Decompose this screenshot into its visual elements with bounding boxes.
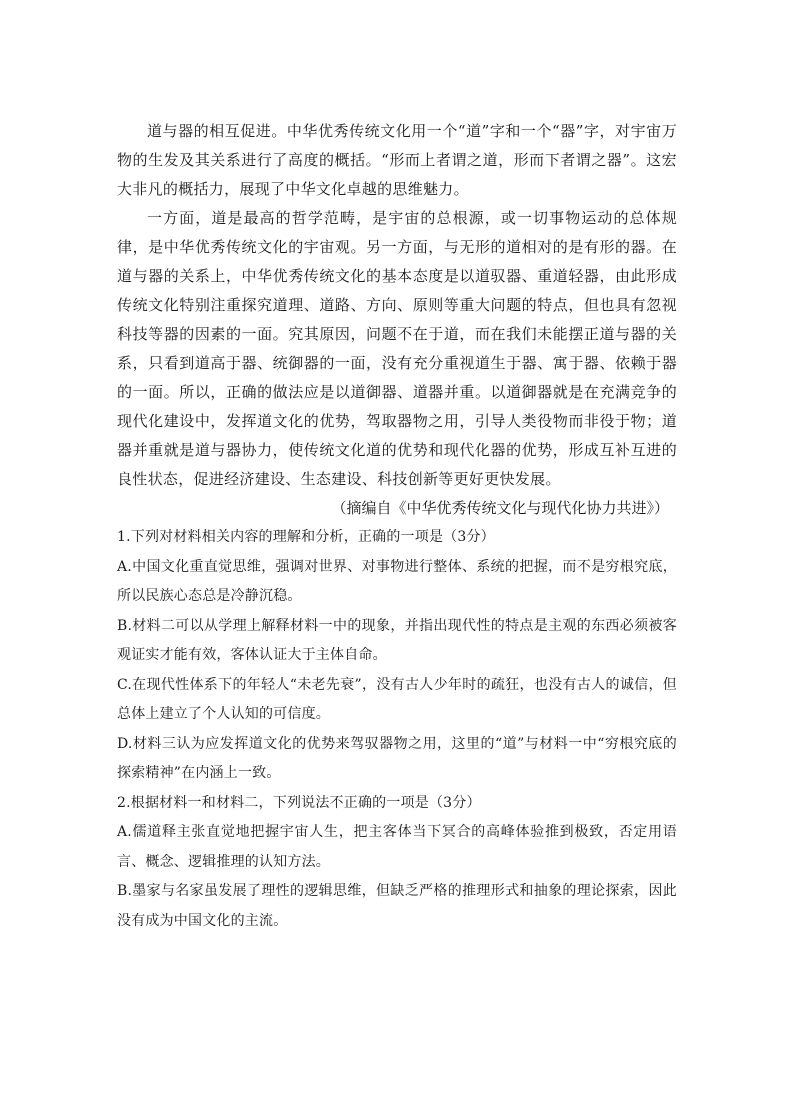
document-page [117,117,677,936]
question-1-option-a: A.中国文化重直觉思维，强调对世界、对事物进行整体、系统的把握，而不是穷根究底，所以民族心态总是冷静沉稳。 [117,558,677,604]
question-2-option-b: B.墨家与名家虽发展了理性的逻辑思维，但缺乏严格的推理形式和抽象的理论探索，因此没有成为中国文化的主流。 [117,883,677,929]
question-1-option-d: D.材料三认为应发挥道文化的优势来驾驭器物之用，这里的“道”与材料一中“穷根究底的探索精神”在内涵上一致。 [117,735,677,781]
question-2-option-a: A.儒道释主张直觉地把握宇宙人生，把主客体当下冥合的高峰体验推到极致，否定用语言、概念、逻辑推理的认知方法。 [117,824,677,870]
question-2-stem: 2.根据材料一和材料二，下列说法不正确的一项是（3分） [117,794,481,811]
question-1-option-b: B.材料二可以从学理上解释材料一中的现象，并指出现代性的特点是主观的东西必须被客观证实才能有效，客体认证大于主体自命。 [117,617,677,663]
passage-source: （摘编自《中华优秀传统文化与现代化协力共进》） [331,499,669,517]
question-1-option-c: C.在现代性体系下的年轻人“未老先衰”，没有古人少年时的疏狂，也没有古人的诚信，但总体上建立了个人认知的可信度。 [117,676,677,722]
passage-paragraph-2: 一方面，道是最高的哲学范畴，是宇宙的总根源，或一切事物运动的总体规律，是中华优秀传统文化的宇宙观。另一方面，与无形的道相对的是有形的器。在道与器的关系上，中华优秀传统文化的基本态度是以道驭器、重道轻器，由此形成传统文化特别注重探究道理、道路、方向、原则等重大问题的特点，但也具有忽视科技等器的因素的一面。究其原因，问题不在于道，而在我们未能摆正道与器的关系，只看到道高于器、统御器的一面，没有充分重视道生于器、寓于器、依赖于器的一面。所以，正确的做法应是以道御器、道器并重。以道御器就是在充满竞争的现代化建设中，发挥道文化的优势，驾取器物之用，引导人类役物而非役于物；道器并重就是道与器协力，使传统文化道的优势和现代化器的优势，形成互补互进的良性状态，促进经济建设、生态建设、科技创新等更好更快发展。 [117,209,677,488]
question-1-stem: 1.下列对材料相关内容的理解和分析，正确的一项是（3分） [117,529,495,545]
passage-paragraph-1: 道与器的相互促进。中华优秀传统文化用一个“道”字和一个“器”字，对宇宙万物的生发及其关系进行了高度的概括。“形而上者谓之道，形而下者谓之器”。这宏大非凡的概括力，展现了中华文化卓越的思维魅力。 [117,122,677,198]
